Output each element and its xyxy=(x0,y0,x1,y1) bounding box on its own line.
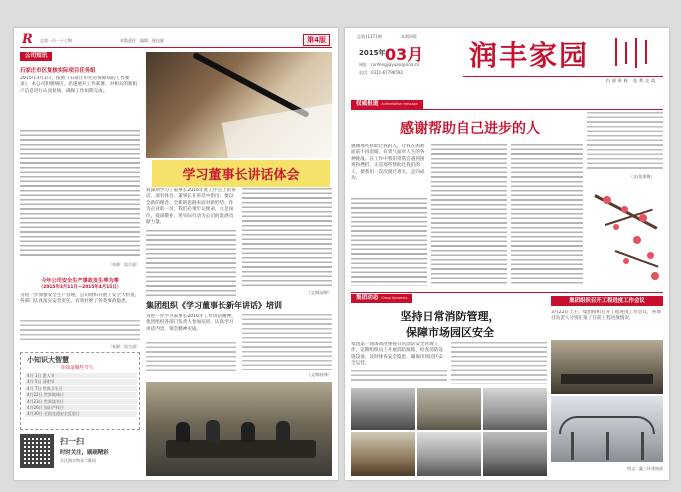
qr-code-icon xyxy=(20,434,54,468)
person-shape xyxy=(241,422,255,442)
scan-line2: 关注润丰物业二维码 xyxy=(60,458,96,463)
fire-drill-photo-2 xyxy=(417,388,481,430)
trivia-item: 4月22日 世界地球日 xyxy=(25,392,137,397)
trivia-list xyxy=(25,373,137,418)
training-text-lines-col1 xyxy=(146,342,236,372)
feature-body: 我深刻学习了董事长2016年度工作会上的讲话，深有体会。董事长在讲话中指出：要以全新的理念、全新的思路来面对新形势。作为企业的一员，我们必须牢记使命，立足岗位，爱岗敬业，用实际行动为公司的发展贡献力量。 xyxy=(146,188,236,226)
scan-line1: 时时关注，刷刷精彩 xyxy=(60,450,109,456)
fire-drill-photo-3 xyxy=(483,388,547,430)
blossom-icon xyxy=(639,214,647,222)
person-shape xyxy=(276,421,290,442)
top-byline: （文/张建梅） xyxy=(629,174,655,179)
notice-sub-lines xyxy=(20,320,140,342)
masthead-title: 润丰家园 xyxy=(469,39,590,72)
bottom-rule xyxy=(351,292,663,293)
calligraphy-seal-icon xyxy=(611,36,653,70)
person-shape xyxy=(176,422,190,442)
trivia-item: 4月 7日 世界卫生日 xyxy=(25,386,137,391)
phone-label: 电话：0311-67796592 xyxy=(359,70,403,75)
blossom-icon xyxy=(647,252,654,259)
masthead xyxy=(351,32,663,96)
issue-label: 总第一百一十七期 xyxy=(40,38,72,43)
fire-drill-photo-6 xyxy=(483,432,547,476)
bottom-tag-label: 集团动态 xyxy=(356,295,379,301)
notice-sub-body: 为进一步加强安全生产管理，公司组织开展了安全大检查，各部门认真落实安全责任，有效杜绝了各类事故隐患。 xyxy=(20,293,140,305)
feature-headline: 学习董事长讲话体会 xyxy=(152,160,330,187)
bottom-body: 集团第一商场高度重视日常消防安全管理工作，定期组织员工开展消防演练，检查消防设施设备，及时排查安全隐患，确保市场园区安全运营。 xyxy=(351,342,443,367)
blossom-icon xyxy=(633,236,641,244)
notice-footer: （来源：综合部） xyxy=(108,262,140,267)
scan-section xyxy=(20,434,140,476)
top-text-lines-col3 xyxy=(511,144,583,286)
issue-number: 总第{117}期 xyxy=(357,34,382,39)
bottom-section-tag xyxy=(351,294,412,303)
top-rule xyxy=(351,109,663,110)
bottom-text-lines-col1 xyxy=(351,370,447,384)
month-label: 03月 xyxy=(385,45,424,64)
notice-text-lines xyxy=(20,130,140,258)
masthead-logo-icon: R xyxy=(22,32,33,47)
training-text-lines-col2 xyxy=(242,314,332,370)
feature-text-lines-col2 xyxy=(242,188,332,288)
notice-tag: 公司短讯 xyxy=(20,52,52,61)
seal-stroke xyxy=(645,40,647,64)
side-title: 集团组织召开工程进度工作会议 xyxy=(551,296,663,306)
fire-drill-photo-5 xyxy=(417,432,481,476)
notice-sub-footer: （来源：综合部） xyxy=(108,344,140,349)
blossom-icon xyxy=(623,258,629,264)
top-headline: 感谢帮助自己进步的人 xyxy=(400,121,540,137)
left-header xyxy=(20,32,332,48)
bottom-headline-line1: 坚持日常消防管理， xyxy=(400,310,500,323)
blossom-icon xyxy=(613,224,619,230)
top-text-lines-col4 xyxy=(587,112,663,172)
training-body: 为进一步学习董事长2016年工作讲话精神，集团组织各部门负责人参加培训，认真学习讲话内容，领会精神实质。 xyxy=(146,314,236,332)
plum-blossom-art xyxy=(585,184,665,286)
left-page xyxy=(14,28,338,480)
seal-stroke xyxy=(615,38,617,66)
notice-sub-title: 今年公司安全生产事故发生率为零 xyxy=(41,278,119,284)
trivia-item: 4月 5日 清明节 xyxy=(25,379,137,384)
side-body: 3月22日上午，集团组织召开工程进度工作会议，各项目负责人分别汇报了目前工程进度情况。 xyxy=(551,310,661,322)
notice-sub-date: （2015年3月11日—2015年4月15日） xyxy=(38,285,122,290)
trivia-subtitle: 你知道哪些节气 xyxy=(61,366,94,371)
scan-title: 扫一扫 xyxy=(60,437,84,446)
fire-drill-photo-4 xyxy=(351,432,415,476)
right-page xyxy=(345,28,669,480)
construction-photo xyxy=(551,396,663,462)
top-section-tag xyxy=(351,100,423,109)
notice-column xyxy=(20,52,140,352)
column-shape xyxy=(606,432,609,460)
feature-text-lines-col1 xyxy=(146,230,236,296)
table-shape xyxy=(166,440,316,458)
trivia-title: 小知识大智慧 xyxy=(27,356,69,364)
side-caption: 图文：鑫三环建筑部 xyxy=(627,466,663,471)
top-body: 感谢那些帮助过我的人，让我在困难面前不再退缩，有勇气面对人生的各种挑战。在工作中我们常常会遇到困难和挫折，正是那些帮助过我们的人，使我们一次次渡过难关，走向成功。 xyxy=(351,144,425,182)
paper-shape xyxy=(222,102,332,158)
training-meeting-photo xyxy=(146,382,332,476)
column-shape xyxy=(641,432,644,460)
pen-writing-photo xyxy=(146,52,332,158)
training-byline: （文/陈桂林） xyxy=(306,372,332,377)
issue-type: 本期四版 xyxy=(401,34,417,39)
top-tag-en: Authoritative message xyxy=(381,102,418,106)
person-shape xyxy=(206,420,220,442)
side-news-box xyxy=(551,296,663,476)
bottom-tag-en: Group dynamics xyxy=(381,296,408,300)
training-headline: 集团组织《学习董事长新年讲话》培训 xyxy=(146,301,282,310)
column-shape xyxy=(571,432,574,460)
meeting-photo xyxy=(551,340,663,394)
pen-icon xyxy=(192,52,310,118)
feature-byline: （文/陈丽婷） xyxy=(306,290,332,295)
table-shape xyxy=(561,374,653,384)
page-badge: 第4版 xyxy=(303,34,330,46)
bottom-headline-line2: 保障市场园区安全 xyxy=(406,326,494,339)
seal-stroke xyxy=(635,38,637,68)
fire-drill-photo-1 xyxy=(351,388,415,430)
blossom-icon xyxy=(651,272,659,280)
slogan: 内部资料 免费交流 xyxy=(605,78,657,83)
top-tag-label: 权威报道 xyxy=(356,101,379,107)
blossom-icon xyxy=(621,206,628,213)
notice-body: 2015年3月1日，按照《石家庄市住房保障局的工作要求》，本公司积极响应，迅速展开工作部署，对相关的新租户信息进行认真复核，确保工作如期完成。 xyxy=(20,76,138,94)
trivia-box xyxy=(20,352,140,430)
trivia-item: 4月26日 知识产权日 xyxy=(25,405,137,410)
trivia-item: 4月 1日 愚人节 xyxy=(25,373,137,378)
year-label: 2015年 xyxy=(359,49,386,57)
seal-stroke xyxy=(625,42,627,64)
website-label: 网址：runfengjiayuan@sina.cn xyxy=(359,62,420,67)
bottom-text-lines-col2 xyxy=(451,342,547,384)
top-text-lines-col1 xyxy=(351,198,427,286)
notice-title: 石家庄市区复核实际项目任务组 xyxy=(20,68,96,74)
trivia-item: 4月30日 全国交通安全反思日 xyxy=(25,411,137,416)
blossom-icon xyxy=(603,196,611,204)
top-text-lines-col2 xyxy=(431,144,507,286)
trivia-item: 4月23日 世界读书日 xyxy=(25,399,137,404)
editor-info: 本版责任：编辑：崔佳妮 xyxy=(120,38,164,43)
slogan-bar xyxy=(463,76,663,84)
